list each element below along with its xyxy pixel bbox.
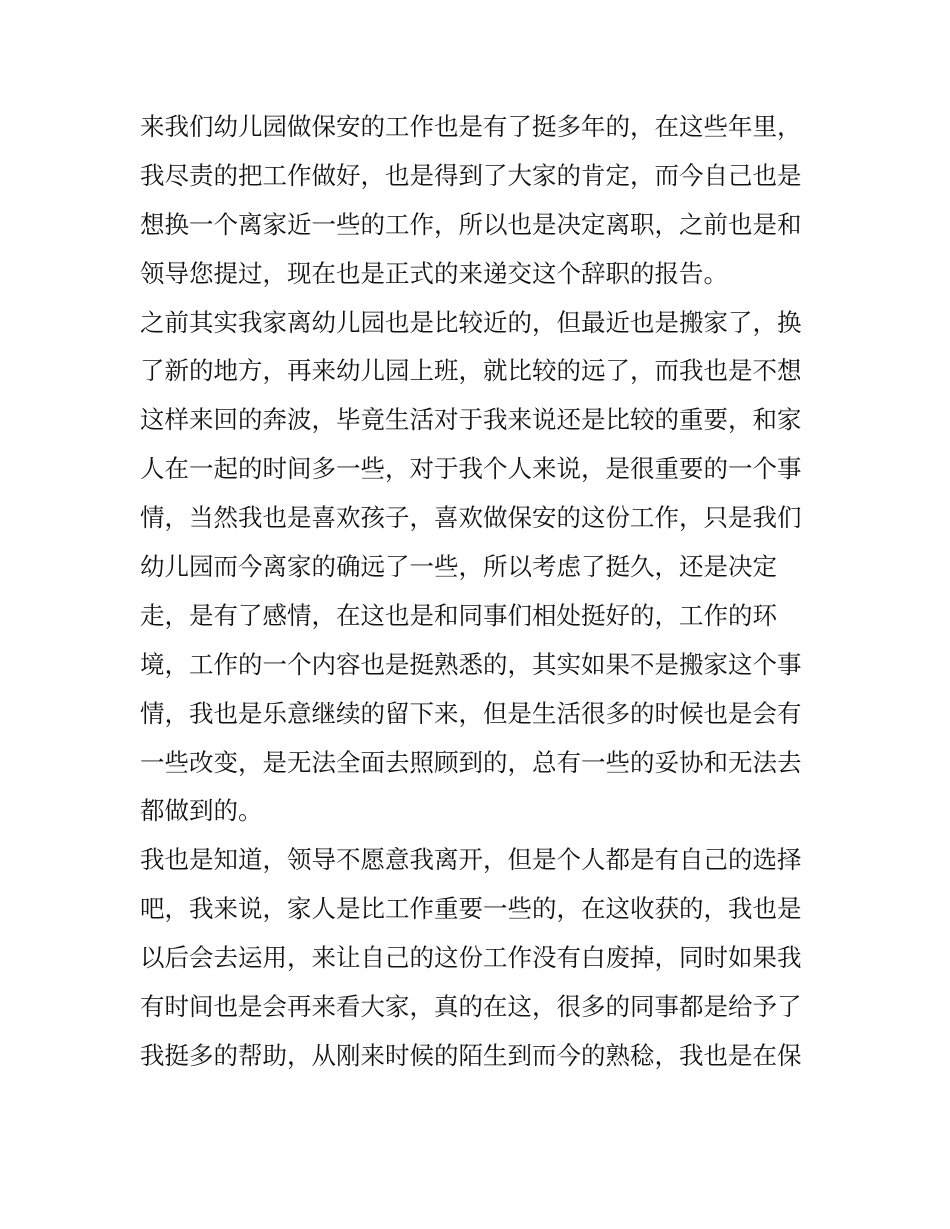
text-line: 这样来回的奔波，毕竟生活对于我来说还是比较的重要，和家 bbox=[140, 405, 802, 435]
text-line: 以后会去运用，来让自己的这份工作没有白废掉，同时如果我 bbox=[140, 943, 802, 973]
text-line: 幼儿园而今离家的确远了一些，所以考虑了挺久，还是决定 bbox=[140, 552, 777, 582]
text-line: 走，是有了感情，在这也是和同事们相处挺好的，工作的环 bbox=[140, 600, 777, 630]
text-line: 我也是知道，领导不愿意我离开，但是个人都是有自己的选择 bbox=[140, 845, 802, 875]
text-line: 人在一起的时间多一些，对于我个人来说，是很重要的一个事 bbox=[140, 454, 802, 484]
text-line: 情，我也是乐意继续的留下来，但是生活很多的时候也是会有 bbox=[140, 698, 802, 728]
text-line: 情，当然我也是喜欢孩子，喜欢做保安的这份工作，只是我们 bbox=[140, 503, 802, 533]
text-line: 了新的地方，再来幼儿园上班，就比较的远了，而我也是不想 bbox=[140, 356, 802, 386]
text-line: 我尽责的把工作做好，也是得到了大家的肯定，而今自己也是 bbox=[140, 160, 802, 190]
text-line: 之前其实我家离幼儿园也是比较近的，但最近也是搬家了，换 bbox=[140, 307, 802, 337]
text-line: 都做到的。 bbox=[140, 796, 263, 826]
text-line: 领导您提过，现在也是正式的来递交这个辞职的报告。 bbox=[140, 258, 728, 288]
text-line: 吧，我来说，家人是比工作重要一些的，在这收获的，我也是 bbox=[140, 894, 802, 924]
text-line: 境，工作的一个内容也是挺熟悉的，其实如果不是搬家这个事 bbox=[140, 649, 802, 679]
text-line: 一些改变，是无法全面去照顾到的，总有一些的妥协和无法去 bbox=[140, 747, 802, 777]
text-line: 想换一个离家近一些的工作，所以也是决定离职，之前也是和 bbox=[140, 209, 802, 239]
text-line: 来我们幼儿园做保安的工作也是有了挺多年的，在这些年里， bbox=[140, 112, 802, 141]
text-line: 我挺多的帮助，从刚来时候的陌生到而今的熟稔，我也是在保 bbox=[140, 1040, 802, 1070]
text-line: 有时间也是会再来看大家，真的在这，很多的同事都是给予了 bbox=[140, 992, 802, 1022]
document-body bbox=[140, 103, 820, 1081]
